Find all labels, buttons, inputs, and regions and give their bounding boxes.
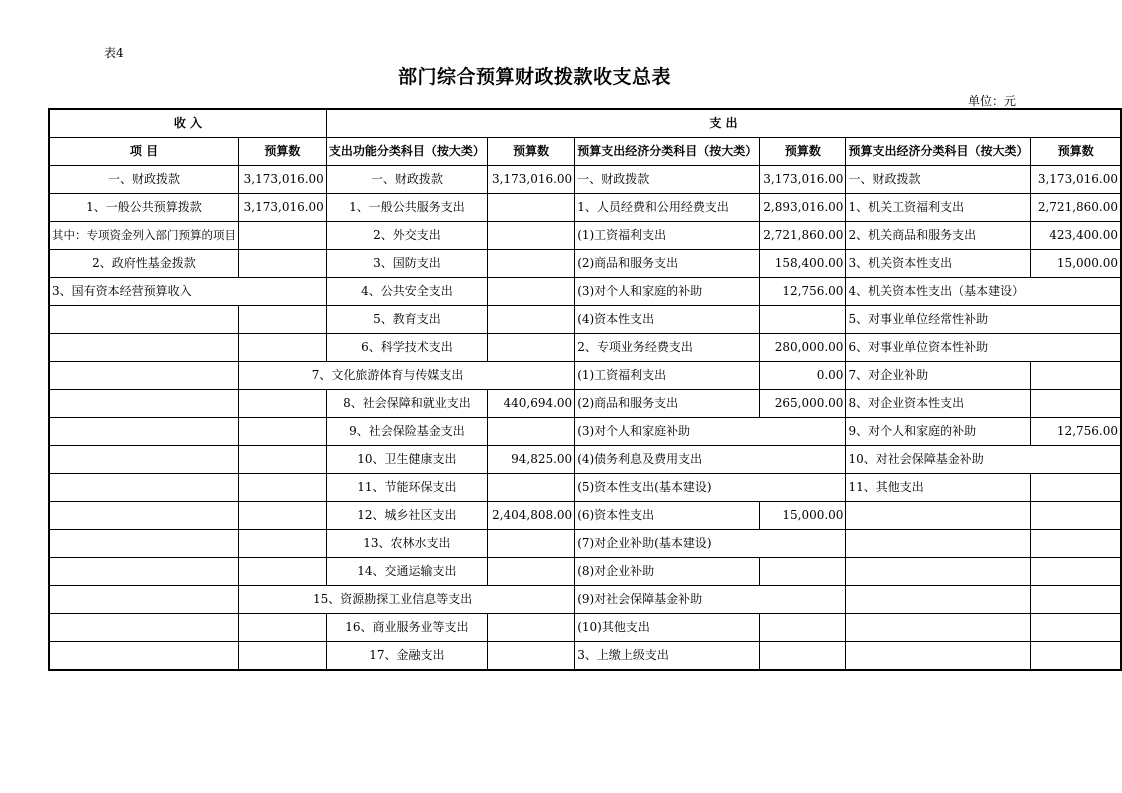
table-cell (760, 642, 846, 671)
table-cell: 4、机关资本性支出（基本建设） (846, 278, 1121, 306)
table-cell: 13、农林水支出 (326, 530, 487, 558)
page-title: 部门综合预算财政拨款收支总表 (397, 66, 671, 88)
table-cell (239, 558, 327, 586)
table-cell (488, 642, 575, 671)
table-row (49, 250, 1121, 278)
table-cell (846, 586, 1031, 614)
table-cell (239, 390, 327, 418)
table-cell: 3、机关资本性支出 (846, 250, 1031, 278)
table-cell (846, 614, 1031, 642)
table-cell: 3,173,016.00 (239, 166, 327, 194)
table-cell: 6、对事业单位资本性补助 (846, 334, 1121, 362)
table-cell: 5、对事业单位经常性补助 (846, 306, 1121, 334)
table-cell: 423,400.00 (1031, 222, 1121, 250)
table-cell: (6)资本性支出 (575, 502, 760, 530)
table-cell (488, 474, 575, 502)
table-cell (846, 642, 1031, 671)
table-cell (49, 530, 239, 558)
table-cell: 12,756.00 (1031, 418, 1121, 446)
table-cell (488, 306, 575, 334)
table-cell: 3,173,016.00 (760, 166, 846, 194)
table-cell: (8)对企业补助 (575, 558, 760, 586)
table-cell: 2、外交支出 (326, 222, 487, 250)
table-row (49, 334, 1121, 362)
table-cell (49, 390, 239, 418)
table-row (49, 502, 1121, 530)
table-row (49, 614, 1121, 642)
table-cell: (10)其他支出 (575, 614, 760, 642)
table-cell: 158,400.00 (760, 250, 846, 278)
table-cell: 3、国有资本经营预算收入 (49, 278, 326, 306)
table-cell (1031, 362, 1121, 390)
table-cell (239, 250, 327, 278)
table-cell: 3、国防支出 (326, 250, 487, 278)
table-cell (49, 474, 239, 502)
col-header-budget-1: 预算数 (239, 138, 327, 166)
table-cell: 2、专项业务经费支出 (575, 334, 760, 362)
table-cell: 2、政府性基金拨款 (49, 250, 239, 278)
table-cell: 2,721,860.00 (1031, 194, 1121, 222)
table-cell: 17、金融支出 (326, 642, 487, 671)
table-cell (760, 614, 846, 642)
table-cell (239, 474, 327, 502)
table-cell: 3,173,016.00 (239, 194, 327, 222)
table-cell: 0.00 (760, 362, 846, 390)
table-cell (1031, 614, 1121, 642)
table-cell: (3)对个人和家庭的补助 (575, 278, 760, 306)
col-header-econ-class-1: 预算支出经济分类科目（按大类） (575, 138, 760, 166)
table-cell: 16、商业服务业等支出 (326, 614, 487, 642)
table-cell: 12,756.00 (760, 278, 846, 306)
table-cell: 5、教育支出 (326, 306, 487, 334)
table-row (49, 166, 1121, 194)
table-cell: (1)工资福利支出 (575, 362, 760, 390)
table-cell: 14、交通运输支出 (326, 558, 487, 586)
sheet-label: 表4 (104, 46, 124, 60)
unit-label: 单位：元 (968, 94, 1017, 108)
table-cell (49, 586, 239, 614)
table-cell: 15,000.00 (1031, 250, 1121, 278)
table-cell: 3,173,016.00 (1031, 166, 1121, 194)
table-cell (49, 558, 239, 586)
table-cell (1031, 586, 1121, 614)
table-cell (488, 614, 575, 642)
col-header-item: 项 目 (49, 138, 239, 166)
table-cell: 12、城乡社区支出 (326, 502, 487, 530)
col-header-budget-2: 预算数 (488, 138, 575, 166)
table-cell (49, 502, 239, 530)
table-cell: 15、资源勘探工业信息等支出 (239, 586, 575, 614)
table-cell (49, 418, 239, 446)
table-row (49, 194, 1121, 222)
table-cell: 2,721,860.00 (760, 222, 846, 250)
table-cell: 11、其他支出 (846, 474, 1031, 502)
table-cell: 3、上缴上级支出 (575, 642, 760, 671)
col-header-func-class: 支出功能分类科目（按大类） (326, 138, 487, 166)
table-cell (1031, 502, 1121, 530)
table-row (49, 446, 1121, 474)
table-row (49, 530, 1121, 558)
table-cell (846, 502, 1031, 530)
table-cell (239, 642, 327, 671)
table-cell: 10、卫生健康支出 (326, 446, 487, 474)
table-row (49, 642, 1121, 671)
table-cell: 15,000.00 (760, 502, 846, 530)
table-cell: (2)商品和服务支出 (575, 390, 760, 418)
expense-header: 支 出 (326, 109, 1121, 138)
table-cell: 1、机关工资福利支出 (846, 194, 1031, 222)
table-cell: 3,173,016.00 (488, 166, 575, 194)
table-cell (488, 530, 575, 558)
table-row (49, 474, 1121, 502)
table-cell: 265,000.00 (760, 390, 846, 418)
table-cell (239, 222, 327, 250)
table-cell: 6、科学技术支出 (326, 334, 487, 362)
table-cell (1031, 390, 1121, 418)
table-cell (49, 614, 239, 642)
table-cell: 一、财政拨款 (575, 166, 760, 194)
table-cell: 7、文化旅游体育与传媒支出 (239, 362, 575, 390)
table-row (49, 278, 1121, 306)
table-cell: 其中：专项资金列入部门预算的项目 (49, 222, 239, 250)
table-row (49, 390, 1121, 418)
table-cell (488, 334, 575, 362)
table-cell: 1、一般公共预算拨款 (49, 194, 239, 222)
table-row (49, 418, 1121, 446)
table-cell (488, 222, 575, 250)
table-cell: 4、公共安全支出 (326, 278, 487, 306)
table-cell: 8、社会保障和就业支出 (326, 390, 487, 418)
table-cell (239, 306, 327, 334)
table-cell: (1)工资福利支出 (575, 222, 760, 250)
table-cell (1031, 530, 1121, 558)
table-cell (1031, 474, 1121, 502)
table-cell (49, 642, 239, 671)
table-cell (488, 558, 575, 586)
table-cell: 9、对个人和家庭的补助 (846, 418, 1031, 446)
table-cell: 1、一般公共服务支出 (326, 194, 487, 222)
table-cell: 9、社会保险基金支出 (326, 418, 487, 446)
budget-table (48, 108, 1122, 671)
table-row (49, 586, 1121, 614)
table-cell (1031, 558, 1121, 586)
table-cell (239, 334, 327, 362)
table-cell (488, 250, 575, 278)
table-cell: (3)对个人和家庭补助 (575, 418, 846, 446)
table-cell: (2)商品和服务支出 (575, 250, 760, 278)
table-row (49, 306, 1121, 334)
table-row (49, 558, 1121, 586)
table-cell: (4)债务利息及费用支出 (575, 446, 846, 474)
table-cell: 7、对企业补助 (846, 362, 1031, 390)
table-cell: 94,825.00 (488, 446, 575, 474)
income-header: 收 入 (49, 109, 326, 138)
table-cell (760, 558, 846, 586)
table-row (49, 362, 1121, 390)
table-cell: 一、财政拨款 (49, 166, 239, 194)
table-cell: 11、节能环保支出 (326, 474, 487, 502)
table-cell (49, 446, 239, 474)
table-cell: (5)资本性支出(基本建设) (575, 474, 846, 502)
table-row (49, 222, 1121, 250)
table-cell (49, 362, 239, 390)
table-cell: 2,404,808.00 (488, 502, 575, 530)
table-cell (488, 418, 575, 446)
table-cell (49, 306, 239, 334)
table-cell (49, 334, 239, 362)
table-cell: 2、机关商品和服务支出 (846, 222, 1031, 250)
col-header-econ-class-2: 预算支出经济分类科目（按大类） (846, 138, 1031, 166)
table-cell: 440,694.00 (488, 390, 575, 418)
table-cell (239, 418, 327, 446)
table-cell (760, 306, 846, 334)
table-cell: (7)对企业补助(基本建设) (575, 530, 846, 558)
table-cell (239, 446, 327, 474)
table-cell: 2,893,016.00 (760, 194, 846, 222)
col-header-budget-3: 预算数 (760, 138, 846, 166)
table-cell (239, 530, 327, 558)
table-cell: (4)资本性支出 (575, 306, 760, 334)
table-cell (488, 194, 575, 222)
table-cell: 280,000.00 (760, 334, 846, 362)
table-cell: 8、对企业资本性支出 (846, 390, 1031, 418)
table-cell: 一、财政拨款 (846, 166, 1031, 194)
table-cell: 一、财政拨款 (326, 166, 487, 194)
table-cell: 1、人员经费和公用经费支出 (575, 194, 760, 222)
table-cell: 10、对社会保障基金补助 (846, 446, 1121, 474)
table-cell (239, 502, 327, 530)
col-header-budget-4: 预算数 (1031, 138, 1121, 166)
table-cell (846, 530, 1031, 558)
table-cell (488, 278, 575, 306)
table-cell (1031, 642, 1121, 671)
table-cell: (9)对社会保障基金补助 (575, 586, 846, 614)
table-cell (846, 558, 1031, 586)
table-cell (239, 614, 327, 642)
